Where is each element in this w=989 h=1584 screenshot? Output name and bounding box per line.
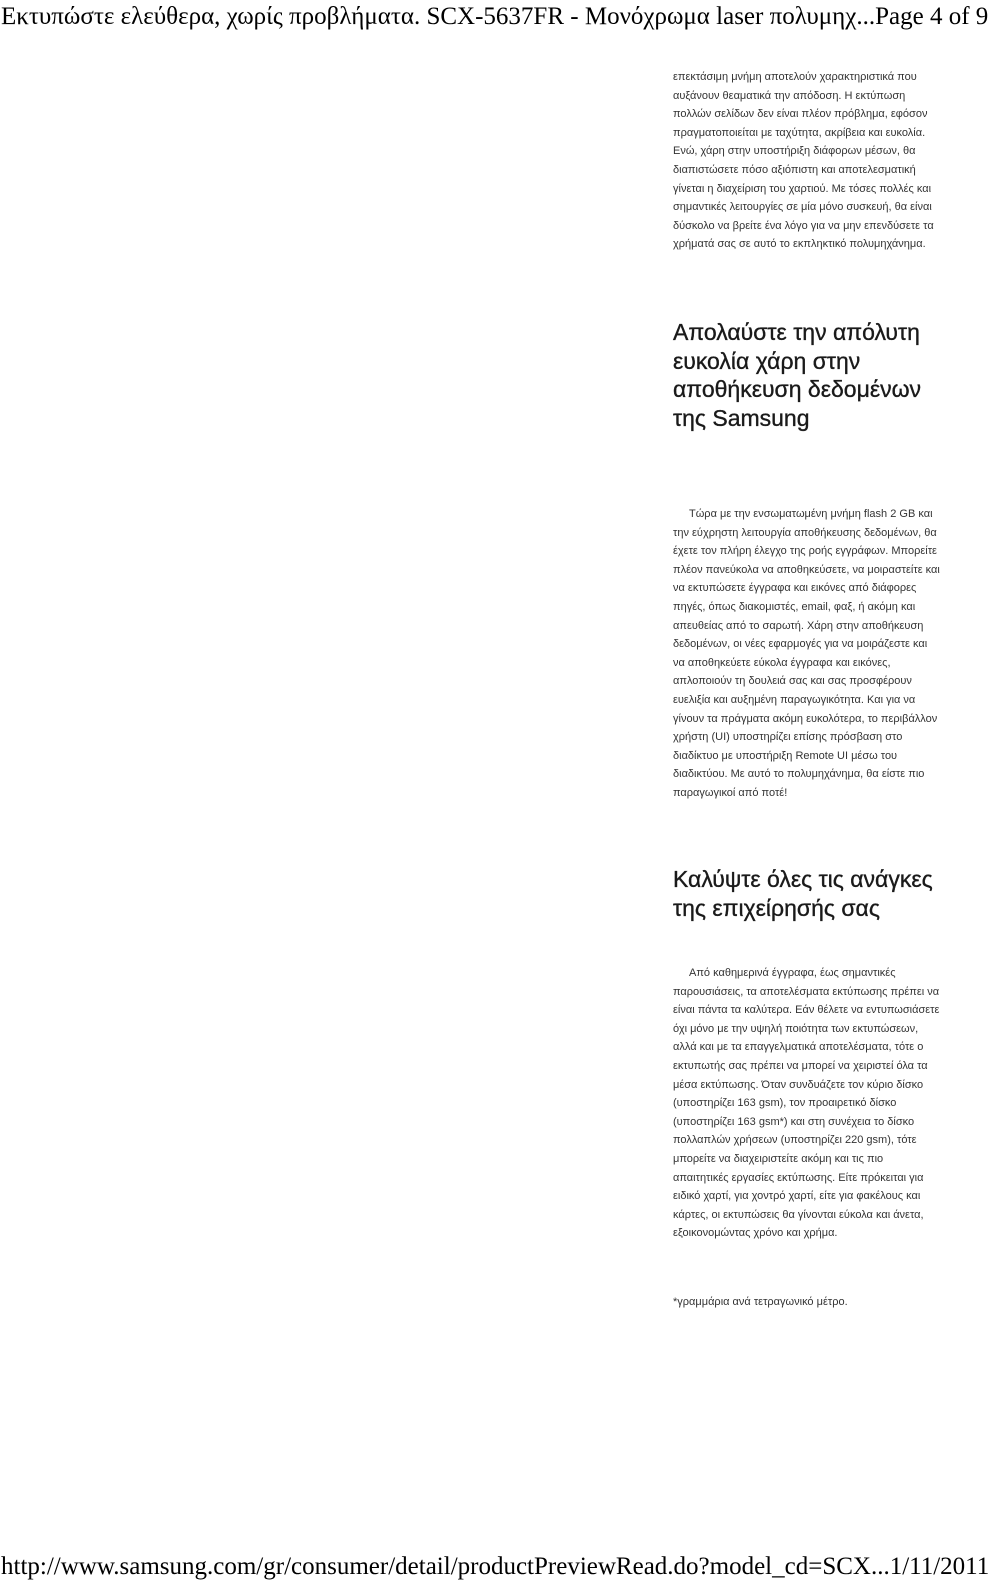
page-url: http://www.samsung.com/gr/consumer/detail/productPreviewRead.do?model_cd=SCX...: [1, 1553, 890, 1580]
intro-paragraph: επεκτάσιμη μνήμη αποτελούν χαρακτηριστικά που αυξάνουν θεαματικά την απόδοση. Η εκτύπωση πολλών σελίδων δεν είναι πλέον πρόβλημα, εφόσον πραγματοποιείται με ταχύτητα, ακρίβεια και ευκολία. Ενώ, χάρη στην υποστήριξη διάφορων μέσων, θα διαπιστώσετε πόσο αξιόπιστη και αποτελεσματική γίνεται η διαχείριση του χαρτιού. Με τόσες πολλές και σημαντικές λειτουργίες σε μία μόνο συσκευή, θα είναι δύσκολο να βρείτε ένα λόγο για να μην επενδύσετε τα χρήματά σας σε αυτό το εκπληκτικό πολυμηχάνημα.: [673, 71, 934, 251]
data-storage-paragraph: Τώρα με την ενσωματωμένη μνήμη flash 2 GB και την εύχρηστη λειτουργία αποθήκευσης δεδομένων, θα έχετε τον πλήρη έλεγχο της ροής εγγράφων. Μπορείτε πλέον πανεύκολα να αποθηκεύσετε, να μοιραστείτε και να εκτυπώσετε έγγραφα και εικόνες από διάφορες πηγές, όπως διακομιστές, email, φαξ, ή ακόμη και απευθείας από το σαρωτή. Χάρη στην αποθήκευση δεδομένων, οι νέες εφαρμογές για να μοιράζεστε και να αποθηκεύετε εύκολα έγγραφα και εικόνες, απλοποιούν τη δουλειά σας και σας προσφέρουν ευελιξία και αυξημένη παραγωγικότητα. Και για να γίνουν τα πράγματα ακόμη ευκολότερα, το περιβάλλον χρήστη (UI) υποστηρίζει επίσης πρόσβαση στο διαδίκτυο με υποστήριξη Remote UI μέσω του διαδικτύου. Με αυτό το πολυμηχάνημα, θα είστε πιο παραγωγικοί από ποτέ!: [673, 508, 940, 799]
section-heading-business-needs: Καλύψτε όλες τις ανάγκες της επιχείρησής σας: [673, 866, 933, 921]
print-header: [0, 0, 989, 34]
page-number: Page 4 of 9: [875, 3, 989, 30]
page-title: Εκτυπώστε ελεύθερα, χωρίς προβλήματα. SCX-5637FR - Μονόχρωμα laser πολυμηχ...: [1, 3, 876, 30]
print-date: 1/11/2011: [889, 1553, 989, 1580]
print-footer: [0, 1550, 989, 1584]
section-heading-data-storage: Απολαύστε την απόλυτη ευκολία χάρη στην αποθήκευση δεδομένων της Samsung: [673, 319, 922, 431]
business-needs-paragraph: Από καθημερινά έγγραφα, έως σημαντικές παρουσιάσεις, τα αποτελέσματα εκτύπωσης πρέπει να είναι πάντα τα καλύτερα. Εάν θέλετε να εντυπωσιάσετε όχι μόνο με την υψηλή ποιότητα των εκτυπώσεων, αλλά και με τα επαγγελματικά αποτελέσματα, τότε ο εκτυπωτής σας πρέπει να μπορεί να χειριστεί όλα τα μέσα εκτύπωσης. Όταν συνδυάζετε τον κύριο δίσκο (υποστηρίζει 163 gsm), τον προαιρετικό δίσκο (υποστηρίζει 163 gsm*) και στη συνέχεια το δίσκο πολλαπλών χρήσεων (υποστηρίζει 220 gsm), τότε μπορείτε να διαχειριστείτε ακόμη και τις πιο απαιτητικές εργασίες εκτύπωσης. Είτε πρόκειται για ειδικό χαρτί, για χοντρό χαρτί, είτε για φακέλους και κάρτες, οι εκτυπώσεις θα γίνονται εύκολα και άνετα, εξοικονομώντας χρόνο και χρήμα.: [673, 967, 940, 1240]
footnote: *γραμμάρια ανά τετραγωνικό μέτρο.: [673, 1296, 848, 1308]
